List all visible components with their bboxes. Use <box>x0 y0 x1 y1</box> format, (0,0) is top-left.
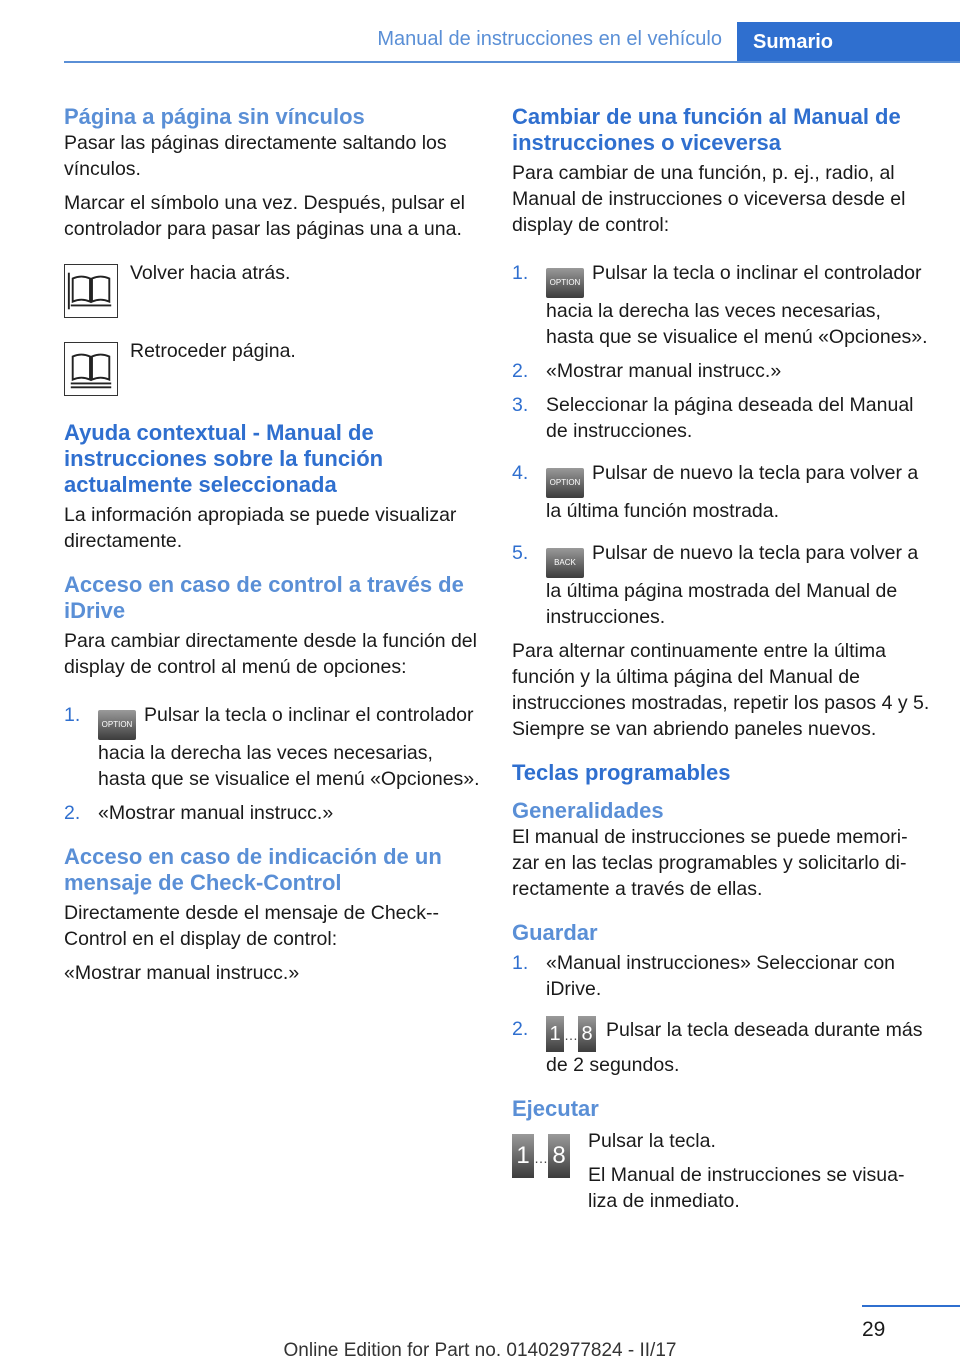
steps-list <box>64 702 484 826</box>
step-text: Pulsar de nuevo la tecla para volver a la última página mostrada del Manual de instrucciones. <box>546 542 919 628</box>
paragraph: Para cambiar directamente desde la función del display de control al menú de opciones: <box>64 630 477 678</box>
step-text: Pulsar la tecla deseada durante más de 2 segundos. <box>546 1019 923 1076</box>
list-item <box>512 392 932 444</box>
list-item <box>512 950 932 1002</box>
prev-page-label: Retroceder página. <box>130 340 296 362</box>
favorite-key-1-icon: 1 <box>512 1134 534 1178</box>
step-text: Pulsar de nuevo la tecla para volver a la última función mostrada. <box>546 462 919 522</box>
page-number: 29 <box>862 1318 886 1341</box>
book-prev-page-icon <box>64 342 118 396</box>
step-number: 1. <box>64 704 81 726</box>
favorite-key-8-icon: 8 <box>548 1134 570 1178</box>
paragraph: Para cambiar de una función, p. ej., radio, al Manual de instrucciones o viceversa desde el display de control: <box>512 162 906 236</box>
option-button-icon: OPTION <box>546 268 584 298</box>
ellipsis: … <box>534 1150 548 1166</box>
steps-list <box>512 950 932 1078</box>
execute-block <box>512 1128 932 1214</box>
paragraph: Marcar el símbolo una vez. Después, pulsar el controlador para pasar las páginas una a una. <box>64 192 466 240</box>
list-item <box>64 800 484 826</box>
step-text: «Manual instrucciones» Seleccionar con iDrive. <box>546 952 896 1000</box>
favorite-keys-icon <box>546 1016 596 1052</box>
section-title: Acceso en caso de indicación de un mensaje de Check-Control <box>64 844 442 895</box>
list-item <box>512 540 932 630</box>
right-column <box>512 104 932 1214</box>
back-label: Volver hacia atrás. <box>130 262 291 284</box>
paragraph <box>512 1162 932 1214</box>
ellipsis: … <box>564 1027 578 1043</box>
footer-rule <box>862 1305 960 1307</box>
list-item <box>512 260 932 350</box>
tab-sumario[interactable]: Sumario <box>737 22 960 62</box>
paragraph: El manual de instrucciones se puede memori‐zar en las teclas programables y solicitarlo di‐rectamente a través de ellas. <box>512 826 908 900</box>
back-button-icon: BACK <box>546 548 584 578</box>
step-number: 3. <box>512 394 529 416</box>
step-text: Seleccionar la página deseada del Manual de instrucciones. <box>546 394 914 442</box>
section-title: Acceso en caso de control a través de iDrive <box>64 572 464 623</box>
step-number: 4. <box>512 462 529 484</box>
step-text: «Mostrar manual instrucc.» <box>546 360 782 382</box>
section-title: Guardar <box>512 920 598 945</box>
list-item <box>64 702 484 792</box>
steps-list <box>512 260 932 630</box>
header-rule <box>64 61 960 63</box>
book-back-icon <box>64 264 118 318</box>
favorite-key-8-icon: 8 <box>578 1016 596 1052</box>
back-row <box>64 264 484 342</box>
section-title: Ejecutar <box>512 1096 599 1121</box>
step-text: «Mostrar manual instrucc.» <box>98 802 334 824</box>
favorite-key-1-icon: 1 <box>546 1016 564 1052</box>
paragraph: Pasar las páginas directamente saltando los vínculos. <box>64 132 447 180</box>
option-button-icon: OPTION <box>546 468 584 498</box>
section-title: Teclas programables <box>512 760 731 785</box>
option-button-icon: OPTION <box>98 710 136 740</box>
list-item <box>512 358 932 384</box>
favorite-keys-icon <box>512 1134 570 1178</box>
step-number: 2. <box>512 1018 529 1040</box>
step-number: 2. <box>512 360 529 382</box>
paragraph: La información apropiada se puede visualizar directamente. <box>64 504 457 552</box>
section-title: Página a página sin vínculos <box>64 104 365 129</box>
execute-text: El Manual de instrucciones se visua‐liza de inmediato. <box>588 1164 905 1212</box>
step-number: 1. <box>512 952 529 974</box>
list-item <box>512 460 932 524</box>
prev-page-row <box>64 342 484 420</box>
edition-note: Online Edition for Part no. 01402977824 - II/17 <box>283 1340 677 1361</box>
paragraph: Directamente desde el mensaje de Check--Control en el display de control: <box>64 902 440 950</box>
paragraph: Pulsar la tecla. <box>588 1130 716 1152</box>
paragraph: Para alternar continuamente entre la última función y la última página del Manual de instrucciones mostradas, repetir los pasos 4 y 5. Siempre se van abriendo paneles nuevos. <box>512 640 930 740</box>
header-title: Manual de instrucciones en el vehículo <box>377 28 722 50</box>
section-title: Generalidades <box>512 798 664 823</box>
step-number: 1. <box>512 262 529 284</box>
section-title: Cambiar de una función al Manual de instrucciones o viceversa <box>512 104 901 155</box>
paragraph: «Mostrar manual instrucc.» <box>64 962 300 984</box>
step-number: 2. <box>64 802 81 824</box>
list-item <box>512 1016 932 1078</box>
section-title: Ayuda contextual - Manual de instrucciones sobre la función actualmente seleccionada <box>64 420 384 497</box>
step-text: Pulsar la tecla o inclinar el controlador hacia la derecha las veces necesarias, hasta que se visualice el menú «Opciones». <box>98 704 480 790</box>
step-text: Pulsar la tecla o inclinar el controlador hacia la derecha las veces necesarias, hasta que se visualice el menú «Opciones». <box>546 262 928 348</box>
left-column <box>64 104 484 994</box>
step-number: 5. <box>512 542 529 564</box>
